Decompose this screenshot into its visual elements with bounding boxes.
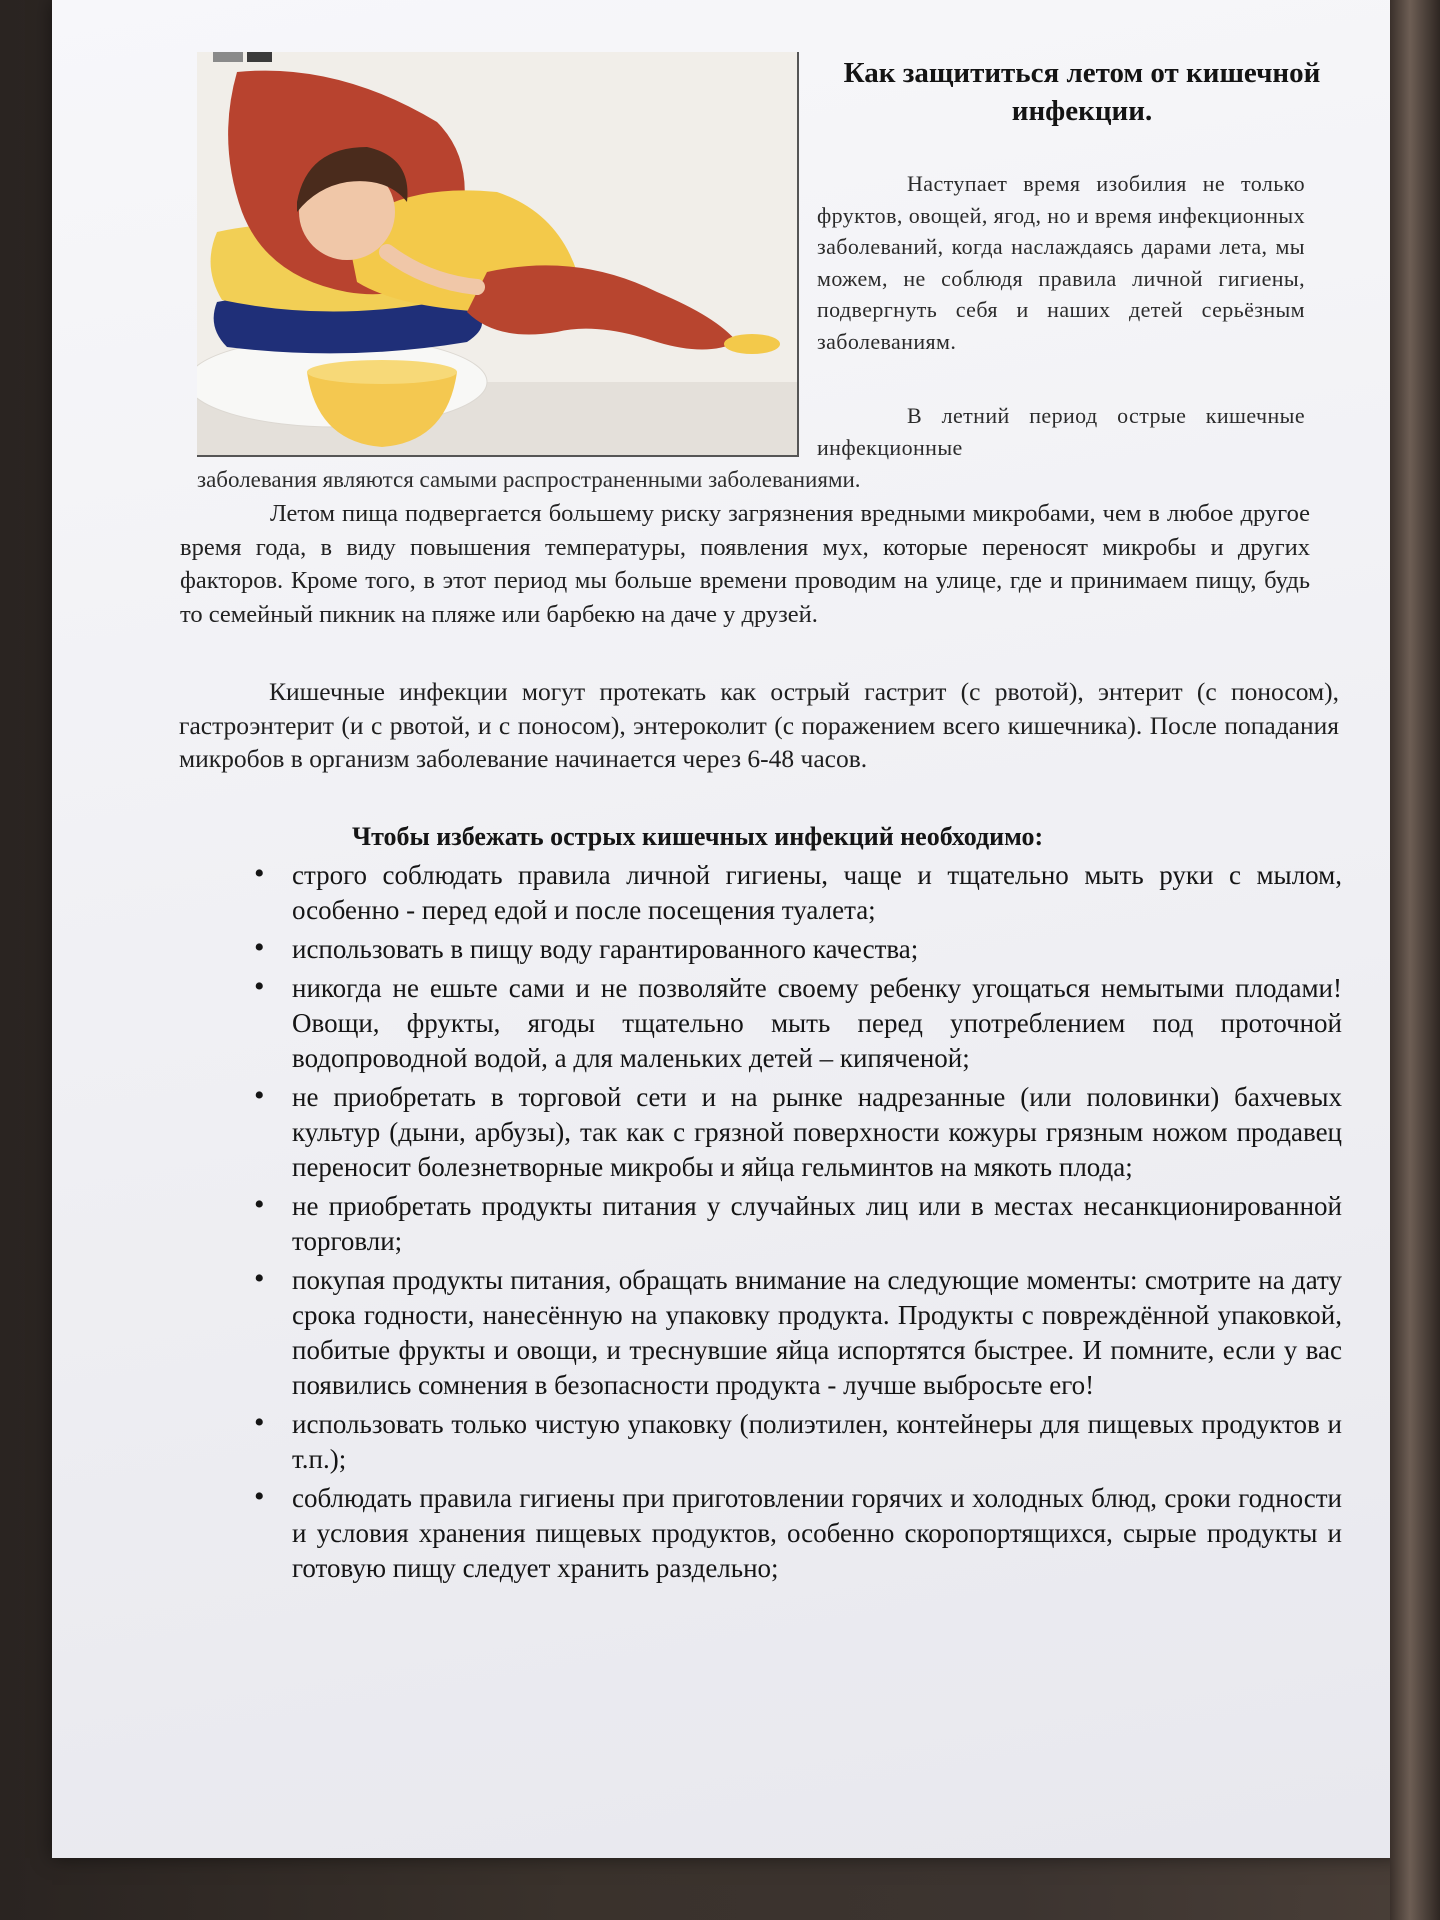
summer-paragraph-end: заболевания являются самыми распространенными заболеваниями.	[197, 467, 861, 492]
bullet-icon: •	[254, 1079, 265, 1112]
document-page	[52, 0, 1402, 1858]
bullet-icon: •	[254, 970, 265, 1003]
list-item-text: использовать только чистую упаковку (полиэтилен, контейнеры для пищевых продуктов и т.п.);	[292, 1409, 1342, 1474]
list-item-text: не приобретать продукты питания у случайных лиц или в местах несанкционированной торговли;	[292, 1191, 1342, 1256]
prevention-subheading: Чтобы избежать острых кишечных инфекций необходимо:	[352, 822, 1044, 851]
list-item	[212, 1080, 1342, 1185]
list-item	[212, 971, 1342, 1076]
bullet-icon: •	[254, 1406, 265, 1439]
bullet-icon: •	[254, 1188, 265, 1221]
sick-child-illustration	[197, 52, 799, 457]
list-item	[212, 1481, 1342, 1586]
summer-paragraph-start: В летний период острые кишечные инфекционные	[817, 403, 1305, 460]
list-item-text: строго соблюдать правила личной гигиены, чаще и тщательно мыть руки с мылом, особенно - перед едой и после посещения туалета;	[292, 860, 1342, 925]
bullet-icon: •	[254, 857, 265, 890]
list-item-text: не приобретать в торговой сети и на рынке надрезанные (или половинки) бахчевых культур (дыни, арбузы), так как с грязной поверхности кожуры грязным ножом продавец переносит болезнетворные микробы и яйца гельминтов на мякоть плода;	[292, 1082, 1342, 1182]
list-item	[212, 1189, 1342, 1259]
bullet-icon: •	[254, 931, 265, 964]
food-risk-paragraph: Летом пища подвергается большему риску загрязнения вредными микробами, чем в любое другое время года, в виду повышения температуры, появления мух, которые переносят микробы и других факторов. Кроме того, в этот период мы больше времени проводим на улице, где и принимаем пищу, будь то семейный пикник на пляже или барбекю на даче у друзей.	[180, 500, 1310, 628]
list-item	[212, 932, 1342, 967]
list-item	[212, 1407, 1342, 1477]
list-item	[212, 858, 1342, 928]
intro-paragraph: Наступает время изобилия не только фруктов, овощей, ягод, но и время инфекционных заболеваний, когда наслаждаясь дарами лета, мы можем, не соблюдя правила личной гигиены, подвергнуть себя и наших детей серьёзным заболеваниям.	[817, 171, 1305, 354]
bullet-icon: •	[254, 1480, 265, 1513]
prevention-list	[212, 858, 1342, 1590]
bullet-icon: •	[254, 1262, 265, 1295]
list-item	[212, 1263, 1342, 1403]
list-item-text: покупая продукты питания, обращать внимание на следующие моменты: смотрите на дату срока годности, нанесённую на упаковку продукта. Продукты с повреждённой упаковкой, побитые фрукты и овощи, и треснувшие яйца испортятся быстрее. И помните, если у вас появились сомнения в безопасности продукта - лучше выбросьте его!	[292, 1265, 1342, 1400]
background-surface	[1390, 0, 1440, 1920]
list-item-text: соблюдать правила гигиены при приготовлении горячих и холодных блюд, сроки годности и условия хранения пищевых продуктов, особенно скоропортящихся, сырые продукты и готовую пищу следует хранить раздельно;	[292, 1483, 1342, 1583]
list-item-text: никогда не ешьте сами и не позволяйте своему ребенку угощаться немытыми плодами! Овощи, фрукты, ягоды тщательно мыть перед употреблением под проточной водопроводной водой, а для маленьких детей – кипяченой;	[292, 973, 1342, 1073]
list-item-text: использовать в пищу воду гарантированного качества;	[292, 934, 919, 964]
child-on-pillows-picture	[197, 52, 797, 455]
document-title: Как защититься летом от кишечной инфекции.	[843, 57, 1321, 127]
infection-types-paragraph: Кишечные инфекции могут протекать как острый гастрит (с рвотой), энтерит (с поносом), гастроэнтерит (и с рвотой, и с поносом), энтероколит (с поражением всего кишечника). После попадания микробов в организм заболевание начинается через 6-48 часов.	[179, 677, 1339, 773]
